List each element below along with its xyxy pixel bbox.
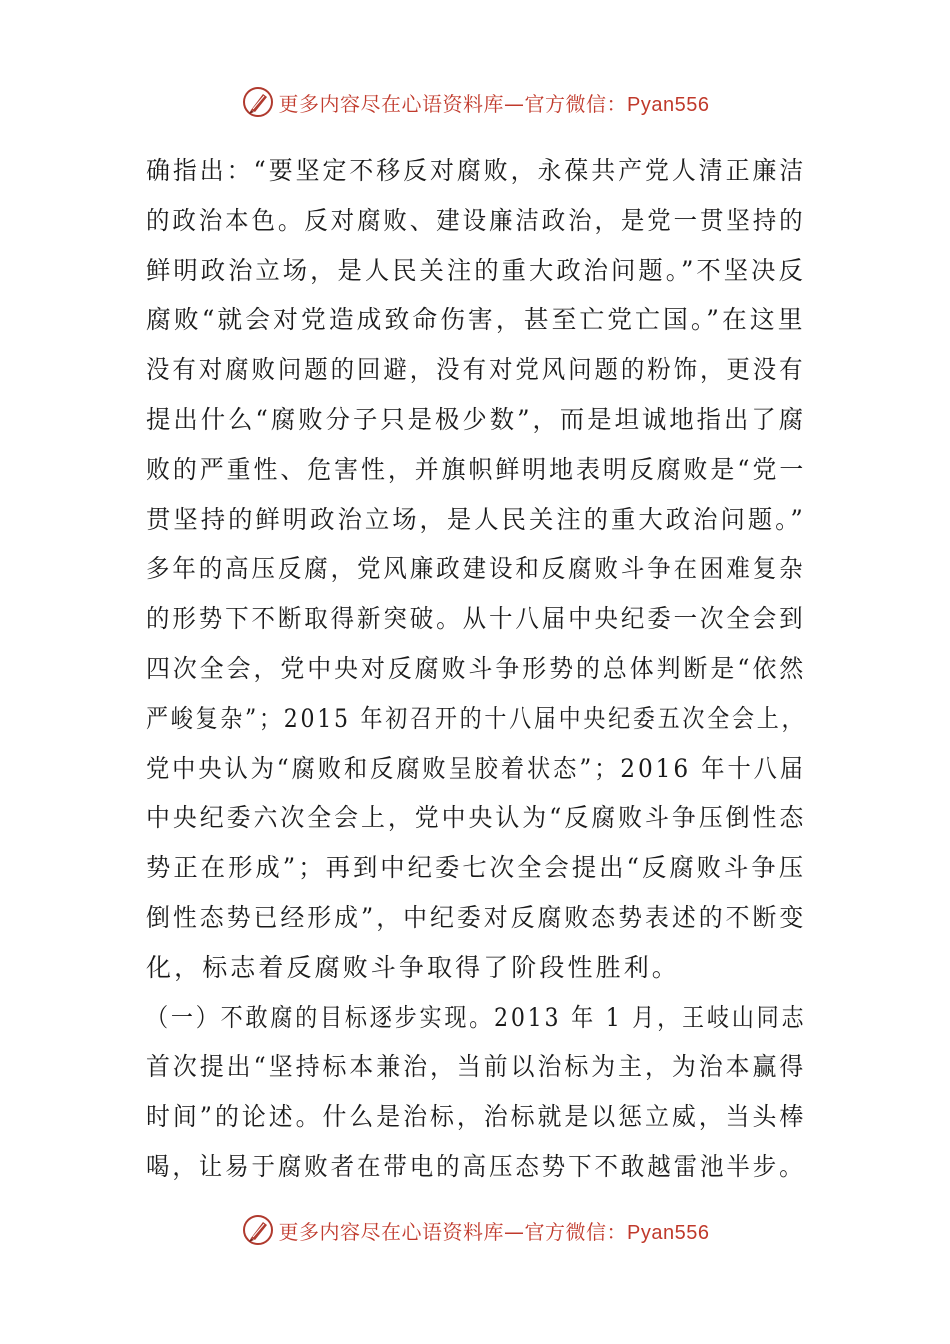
text-line: 贯坚持的鲜明政治立场，是人民关注的重大政治问题。”	[146, 504, 806, 534]
text-line: 四次全会，党中央对反腐败斗争形势的总体判断是“依然	[146, 653, 807, 683]
text-line: 的政治本色。反对腐败、建设廉洁政治，是党一贯坚持的	[146, 205, 806, 235]
text-line: 时间”的论述。什么是治标，治标就是以惩立威，当头棒	[146, 1102, 807, 1132]
text-line: 多年的高压反腐，党风廉政建设和反腐败斗争在困难复杂	[146, 554, 806, 584]
text-line: 提出什么“腐败分子只是极少数”，而是坦诚地指出了腐	[146, 404, 807, 434]
text-line: 首次提出“坚持标本兼治，当前以治标为主，为治本赢得	[146, 1052, 807, 1082]
text-line: 的形势下不断取得新突破。从十八届中央纪委一次全会到	[146, 604, 806, 634]
text-line: 党中央认为“腐败和反腐败呈胶着状态”；2016 年十八届	[146, 753, 806, 783]
text-line: 倒性态势已经形成”，中纪委对反腐败态势表述的不断变	[146, 902, 807, 932]
text-line: 化，标志着反腐败斗争取得了阶段性胜利。	[146, 952, 680, 982]
wechat-id: Pyan556	[627, 93, 710, 116]
banner-text: 更多内容尽在心语资料库—官方微信：Pyan556	[278, 91, 710, 116]
banner-text: 更多内容尽在心语资料库—官方微信：Pyan556	[278, 1219, 710, 1244]
body-text	[146, 146, 806, 1192]
footer-banner	[0, 1210, 950, 1250]
text-line: （一）不敢腐的目标逐步实现。2013 年 1 月，王岐山同志	[146, 1002, 807, 1032]
header-banner	[0, 82, 950, 122]
text-line: 腐败“就会对党造成致命伤害，甚至亡党亡国。”在这里	[146, 305, 806, 335]
text-line: 没有对腐败问题的回避，没有对党风问题的粉饰，更没有	[146, 355, 806, 385]
text-line: 严峻复杂”；2015 年初召开的十八届中央纪委五次全会上，	[146, 703, 807, 733]
pen-nib-icon	[241, 85, 275, 119]
text-line: 喝，让易于腐败者在带电的高压态势下不敢越雷池半步。	[146, 1151, 806, 1181]
text-line: 势正在形成”；再到中纪委七次全会提出“反腐败斗争压	[146, 853, 807, 883]
text-line: 确指出：“要坚定不移反对腐败，永葆共产党人清正廉洁	[146, 156, 807, 185]
text-line: 败的严重性、危害性，并旗帜鲜明地表明反腐败是“党一	[146, 454, 807, 484]
text-line: 中央纪委六次全会上，党中央认为“反腐败斗争压倒性态	[146, 803, 807, 833]
text-line: 鲜明政治立场，是人民关注的重大政治问题。”不坚决反	[146, 255, 806, 285]
wechat-id: Pyan556	[627, 1221, 710, 1244]
pen-nib-icon	[241, 1213, 275, 1247]
